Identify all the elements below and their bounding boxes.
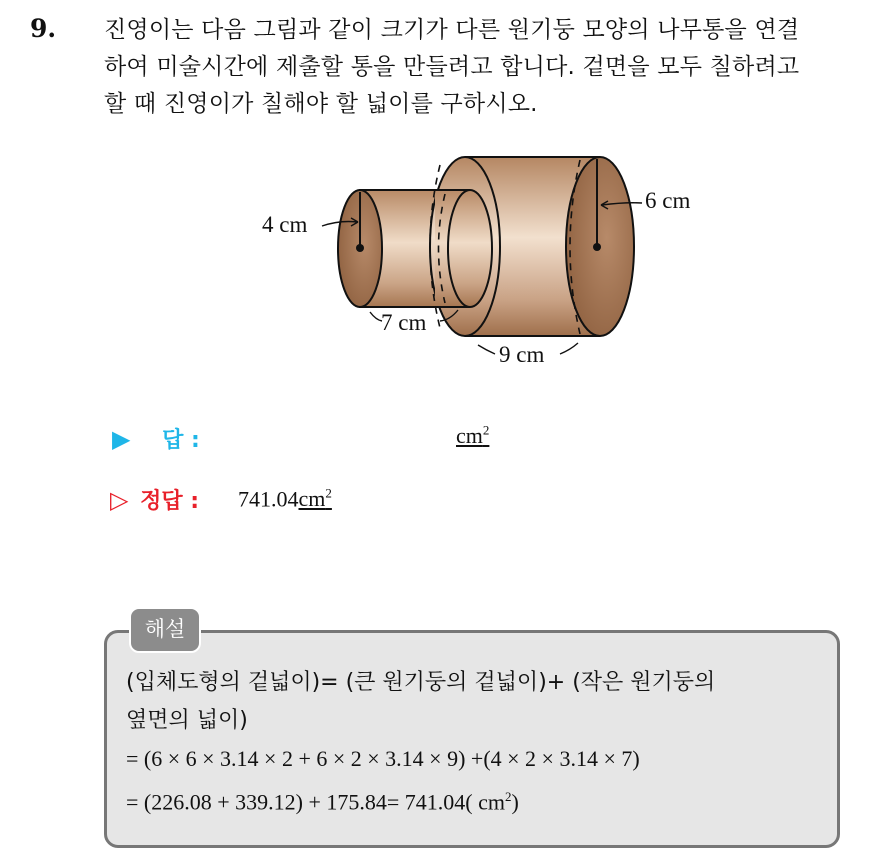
- answer-blank-unit[interactable]: [456, 423, 489, 449]
- answer-row: [112, 423, 200, 454]
- large-height-label: 9 cm: [499, 342, 545, 367]
- solution-line-4: = (226.08 + 339.12) + 175.84= 741.04( $cm^2$): [126, 789, 519, 815]
- correct-unit: $cm^2$: [298, 486, 332, 512]
- solution-line-3: = (6 × 6 × 3.14 × 2 + 6 × 2 × 3.14 × 9) +(4 × 2 × 3.14 × 7): [126, 746, 640, 771]
- correct-value: 741.04: [238, 486, 299, 512]
- answer-arrow-icon: ▶: [112, 425, 131, 453]
- solution-text: [126, 664, 715, 821]
- correct-arrow-icon: ▷: [110, 486, 129, 514]
- answer-unit: $cm^2$: [456, 423, 490, 449]
- answer-label: 답 :: [162, 428, 200, 453]
- question-line-3: 할 때 진영이가 칠해야 할 넓이를 구하시오.: [104, 91, 538, 117]
- solution-tag: 해설: [129, 607, 201, 653]
- question-line-1: 진영이는 다음 그림과 같이 크기가 다른 원기둥 모양의 나무통을 연결: [104, 17, 800, 43]
- correct-label: 정답 :: [140, 489, 200, 514]
- solution-line-2: 옆면의 넓이): [126, 708, 248, 733]
- large-radius-label: 6 cm: [645, 188, 691, 213]
- correct-row: [110, 484, 199, 515]
- small-radius-label: 4 cm: [262, 212, 308, 237]
- cylinders-drawing: [240, 150, 720, 380]
- question-text: [104, 12, 874, 123]
- small-height-label: 7 cm: [381, 310, 427, 335]
- solution-line-1: (입체도형의 겉넓이)= (큰 원기둥의 겉넓이)+ (작은 원기둥의: [126, 670, 716, 695]
- question-number: 9.: [30, 14, 57, 43]
- question-line-2: 하여 미술시간에 제출할 통을 만들려고 합니다. 겉면을 모두 칠하려고: [104, 54, 800, 80]
- correct-value-group: [238, 486, 332, 512]
- cylinder-figure: [240, 150, 720, 380]
